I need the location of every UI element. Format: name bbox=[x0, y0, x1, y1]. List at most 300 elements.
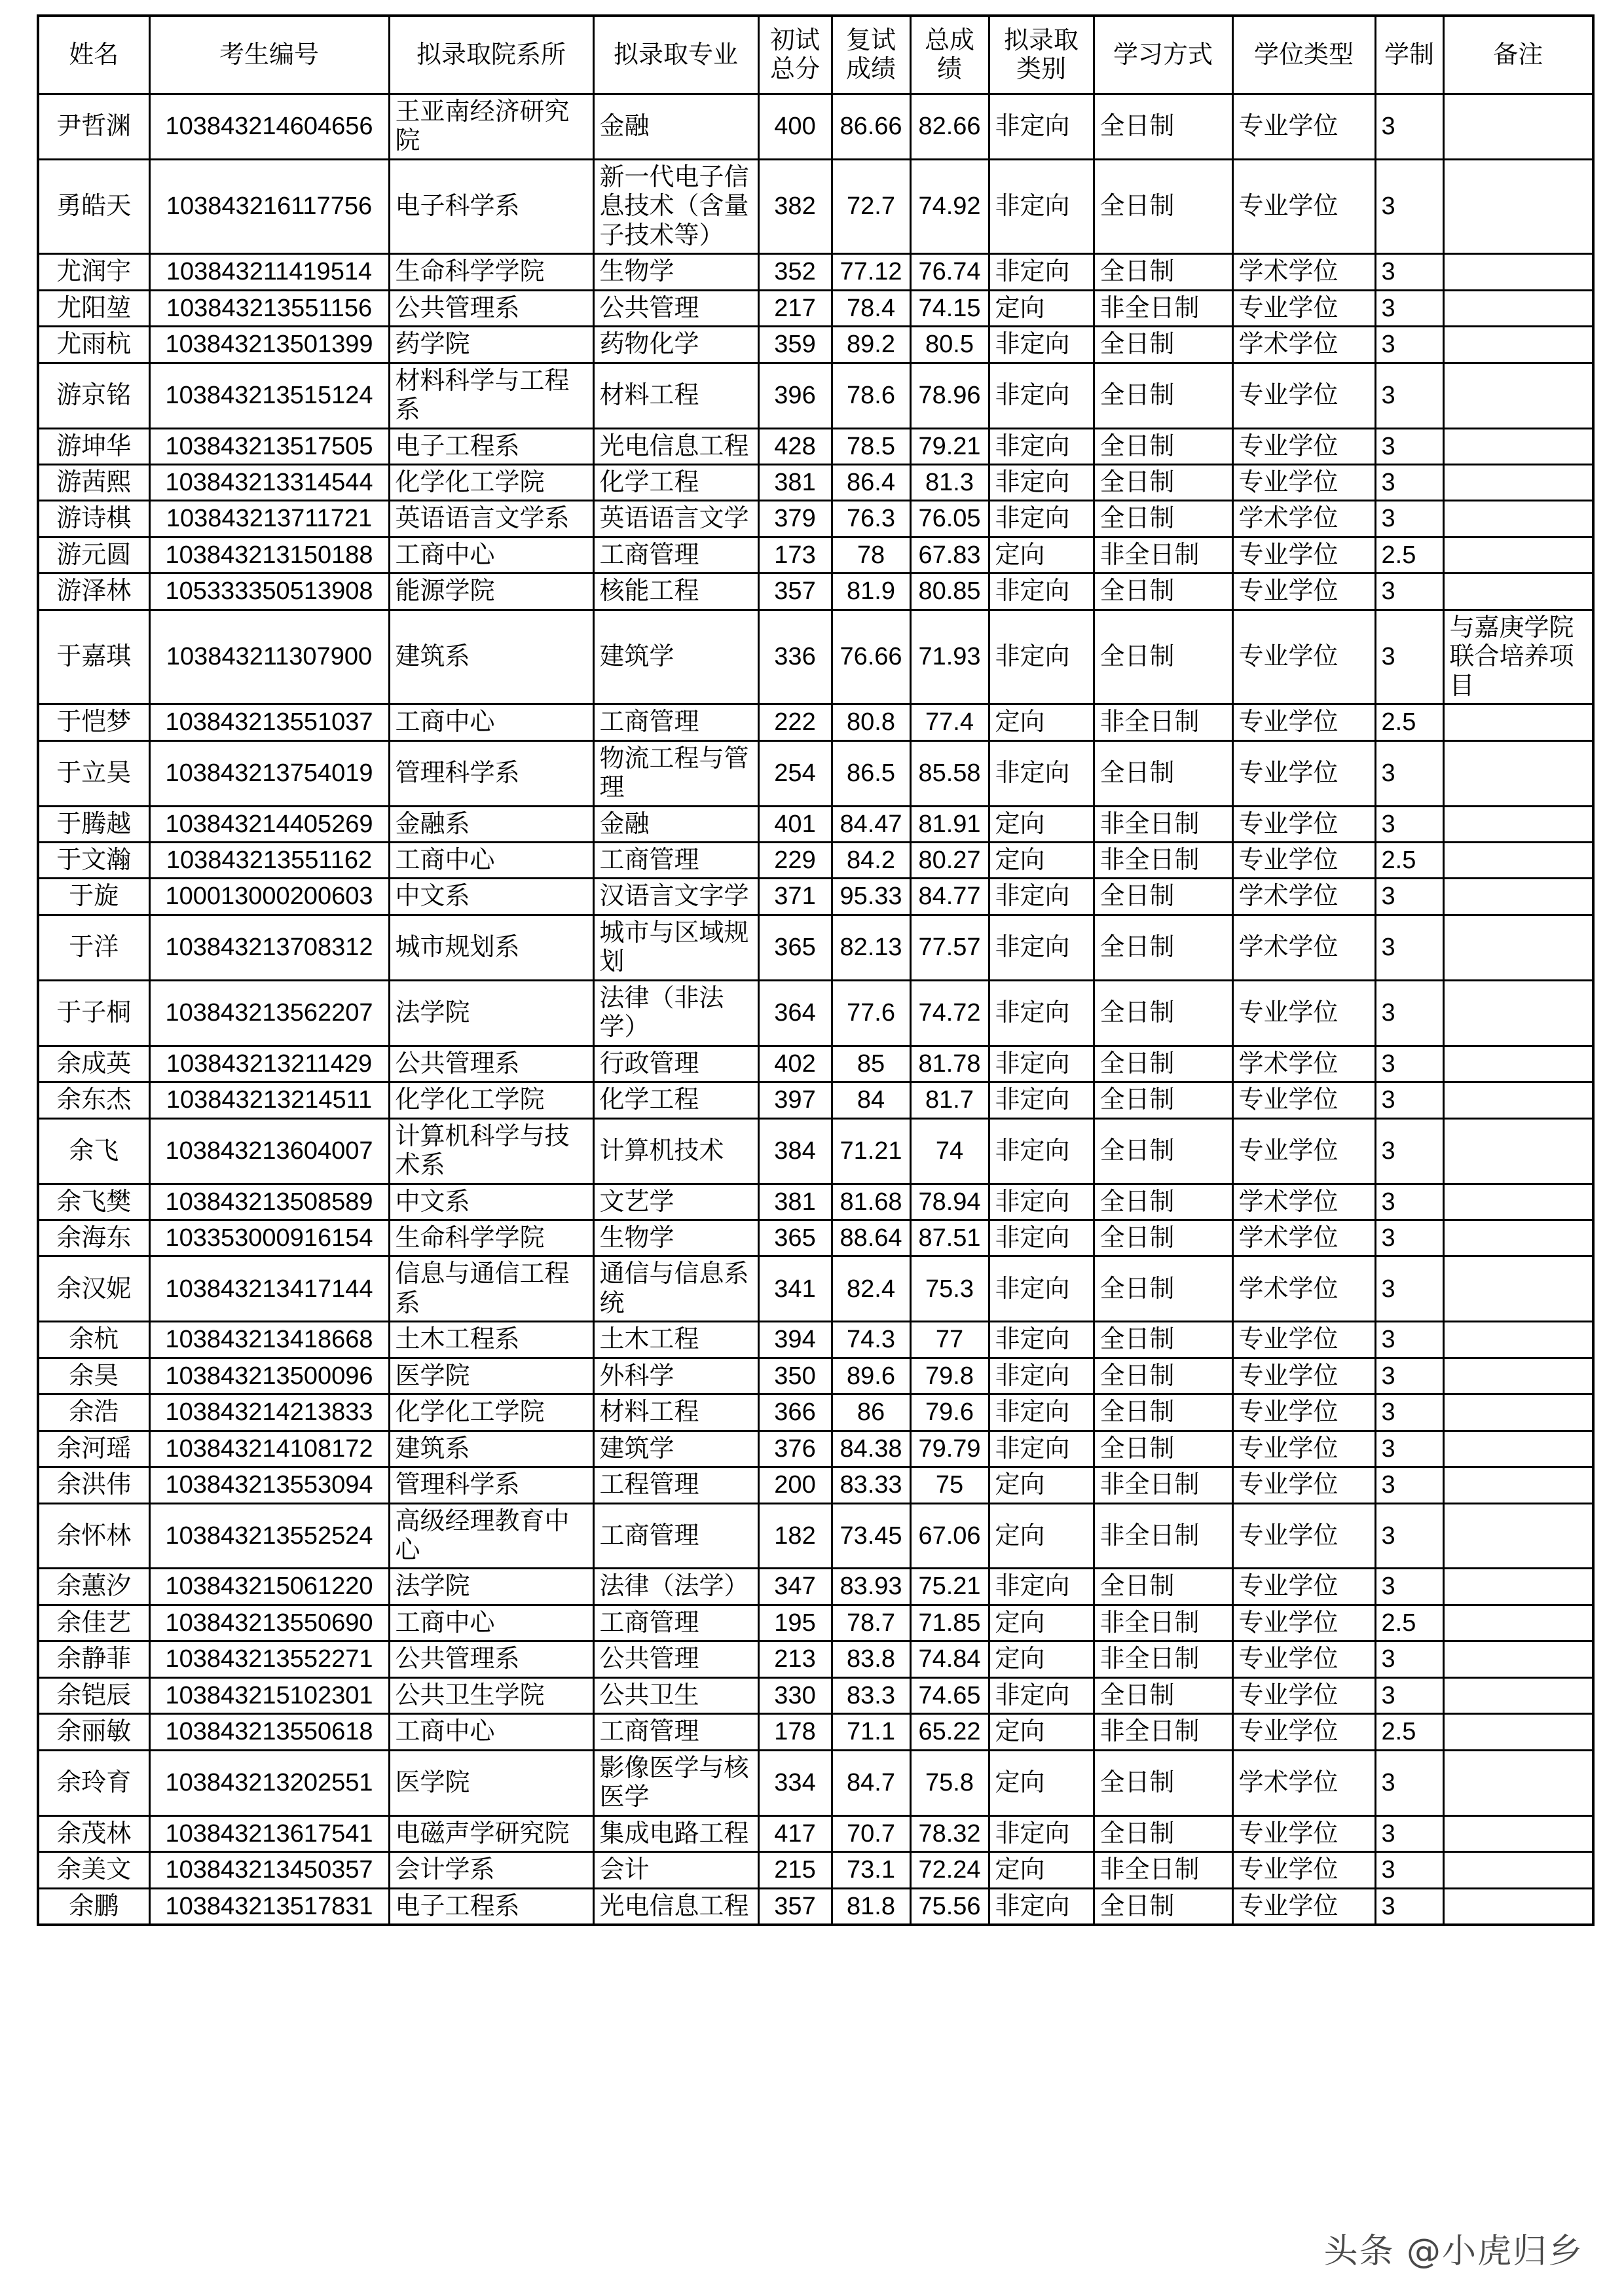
cell-retest: 71.21 bbox=[832, 1118, 910, 1184]
cell-total: 77 bbox=[910, 1322, 989, 1358]
cell-initial: 397 bbox=[758, 1082, 832, 1118]
cell-dept: 王亚南经济研究院 bbox=[389, 94, 593, 160]
cell-total: 78.96 bbox=[910, 363, 989, 428]
cell-initial: 222 bbox=[758, 704, 832, 740]
cell-years: 3 bbox=[1375, 1184, 1443, 1220]
cell-retest: 84 bbox=[832, 1082, 910, 1118]
cell-years: 3 bbox=[1375, 1467, 1443, 1503]
cell-degree: 专业学位 bbox=[1232, 1394, 1375, 1430]
cell-total: 81.3 bbox=[910, 464, 989, 500]
table-row bbox=[38, 980, 1593, 1046]
cell-years: 3 bbox=[1375, 1503, 1443, 1569]
cell-name: 尤润宇 bbox=[38, 254, 149, 290]
cell-years: 3 bbox=[1375, 94, 1443, 160]
cell-id: 103843213214511 bbox=[149, 1082, 389, 1118]
cell-name: 余洪伟 bbox=[38, 1467, 149, 1503]
table-row bbox=[38, 1714, 1593, 1750]
cell-degree: 专业学位 bbox=[1232, 363, 1375, 428]
cell-dept: 药学院 bbox=[389, 327, 593, 363]
cell-years: 3 bbox=[1375, 574, 1443, 610]
cell-dept: 工商中心 bbox=[389, 842, 593, 878]
cell-remark bbox=[1443, 1750, 1593, 1815]
cell-id: 103843213417144 bbox=[149, 1256, 389, 1322]
cell-retest: 84.47 bbox=[832, 806, 910, 842]
cell-dept: 建筑系 bbox=[389, 610, 593, 704]
cell-remark bbox=[1443, 1082, 1593, 1118]
cell-total: 85.58 bbox=[910, 740, 989, 806]
cell-initial: 359 bbox=[758, 327, 832, 363]
cell-degree: 专业学位 bbox=[1232, 1641, 1375, 1677]
cell-retest: 76.66 bbox=[832, 610, 910, 704]
cell-name: 游坤华 bbox=[38, 428, 149, 464]
cell-total: 80.85 bbox=[910, 574, 989, 610]
cell-type: 非定向 bbox=[989, 501, 1094, 537]
cell-id: 103843213550618 bbox=[149, 1714, 389, 1750]
cell-total: 74.84 bbox=[910, 1641, 989, 1677]
cell-type: 非定向 bbox=[989, 1046, 1094, 1082]
table-row bbox=[38, 1046, 1593, 1082]
cell-type: 定向 bbox=[989, 704, 1094, 740]
table-row bbox=[38, 327, 1593, 363]
cell-years: 3 bbox=[1375, 610, 1443, 704]
cell-mode: 全日制 bbox=[1094, 1118, 1232, 1184]
cell-mode: 全日制 bbox=[1094, 1394, 1232, 1430]
cell-dept: 医学院 bbox=[389, 1750, 593, 1815]
cell-degree: 专业学位 bbox=[1232, 980, 1375, 1046]
cell-total: 67.83 bbox=[910, 537, 989, 573]
cell-remark bbox=[1443, 1184, 1593, 1220]
cell-major: 光电信息工程 bbox=[593, 428, 758, 464]
cell-degree: 专业学位 bbox=[1232, 1082, 1375, 1118]
cell-mode: 全日制 bbox=[1094, 1256, 1232, 1322]
table-row bbox=[38, 363, 1593, 428]
cell-initial: 217 bbox=[758, 290, 832, 326]
cell-mode: 非全日制 bbox=[1094, 290, 1232, 326]
cell-retest: 86.4 bbox=[832, 464, 910, 500]
cell-mode: 全日制 bbox=[1094, 1220, 1232, 1256]
cell-id: 103353000916154 bbox=[149, 1220, 389, 1256]
cell-retest: 95.33 bbox=[832, 879, 910, 915]
table-row bbox=[38, 740, 1593, 806]
cell-type: 非定向 bbox=[989, 1430, 1094, 1467]
column-header-dept: 拟录取院系所 bbox=[389, 16, 593, 94]
cell-initial: 215 bbox=[758, 1852, 832, 1888]
cell-major: 金融 bbox=[593, 94, 758, 160]
cell-initial: 173 bbox=[758, 537, 832, 573]
cell-remark bbox=[1443, 980, 1593, 1046]
table-row bbox=[38, 1082, 1593, 1118]
cell-retest: 78.5 bbox=[832, 428, 910, 464]
admission-table bbox=[37, 14, 1595, 1926]
cell-years: 3 bbox=[1375, 1569, 1443, 1605]
cell-degree: 学术学位 bbox=[1232, 1750, 1375, 1815]
table-row bbox=[38, 1322, 1593, 1358]
cell-dept: 化学化工学院 bbox=[389, 1394, 593, 1430]
cell-id: 103843211419514 bbox=[149, 254, 389, 290]
cell-total: 74.15 bbox=[910, 290, 989, 326]
table-row bbox=[38, 1815, 1593, 1851]
cell-retest: 72.7 bbox=[832, 159, 910, 253]
column-header-name: 姓名 bbox=[38, 16, 149, 94]
cell-name: 于子桐 bbox=[38, 980, 149, 1046]
cell-mode: 全日制 bbox=[1094, 464, 1232, 500]
cell-dept: 电磁声学研究院 bbox=[389, 1815, 593, 1851]
cell-years: 3 bbox=[1375, 1358, 1443, 1394]
cell-initial: 371 bbox=[758, 879, 832, 915]
cell-dept: 医学院 bbox=[389, 1358, 593, 1394]
cell-dept: 会计学系 bbox=[389, 1852, 593, 1888]
cell-type: 非定向 bbox=[989, 1569, 1094, 1605]
cell-mode: 全日制 bbox=[1094, 428, 1232, 464]
cell-major: 集成电路工程 bbox=[593, 1815, 758, 1851]
cell-id: 103843213515124 bbox=[149, 363, 389, 428]
cell-dept: 工商中心 bbox=[389, 1605, 593, 1641]
cell-name: 余河瑶 bbox=[38, 1430, 149, 1467]
cell-years: 3 bbox=[1375, 428, 1443, 464]
cell-mode: 全日制 bbox=[1094, 1046, 1232, 1082]
cell-years: 3 bbox=[1375, 1888, 1443, 1925]
cell-initial: 366 bbox=[758, 1394, 832, 1430]
cell-degree: 专业学位 bbox=[1232, 1467, 1375, 1503]
cell-dept: 能源学院 bbox=[389, 574, 593, 610]
table-row bbox=[38, 94, 1593, 160]
cell-type: 非定向 bbox=[989, 327, 1094, 363]
cell-mode: 全日制 bbox=[1094, 327, 1232, 363]
cell-initial: 178 bbox=[758, 1714, 832, 1750]
table-row bbox=[38, 1677, 1593, 1713]
cell-retest: 78.6 bbox=[832, 363, 910, 428]
column-header-major: 拟录取专业 bbox=[593, 16, 758, 94]
cell-initial: 364 bbox=[758, 980, 832, 1046]
cell-dept: 法学院 bbox=[389, 1569, 593, 1605]
cell-years: 3 bbox=[1375, 254, 1443, 290]
cell-degree: 专业学位 bbox=[1232, 1888, 1375, 1925]
cell-type: 非定向 bbox=[989, 1888, 1094, 1925]
cell-dept: 城市规划系 bbox=[389, 915, 593, 980]
cell-major: 建筑学 bbox=[593, 1430, 758, 1467]
cell-total: 87.51 bbox=[910, 1220, 989, 1256]
cell-mode: 非全日制 bbox=[1094, 1641, 1232, 1677]
cell-years: 3 bbox=[1375, 1677, 1443, 1713]
cell-remark bbox=[1443, 806, 1593, 842]
table-row bbox=[38, 704, 1593, 740]
cell-dept: 中文系 bbox=[389, 879, 593, 915]
cell-type: 定向 bbox=[989, 842, 1094, 878]
cell-type: 非定向 bbox=[989, 159, 1094, 253]
cell-degree: 专业学位 bbox=[1232, 1322, 1375, 1358]
cell-type: 非定向 bbox=[989, 1394, 1094, 1430]
cell-remark bbox=[1443, 1430, 1593, 1467]
cell-type: 非定向 bbox=[989, 94, 1094, 160]
cell-name: 余怀林 bbox=[38, 1503, 149, 1569]
cell-degree: 专业学位 bbox=[1232, 610, 1375, 704]
cell-initial: 341 bbox=[758, 1256, 832, 1322]
cell-initial: 229 bbox=[758, 842, 832, 878]
cell-major: 公共卫生 bbox=[593, 1677, 758, 1713]
cell-major: 影像医学与核医学 bbox=[593, 1750, 758, 1815]
cell-total: 77.4 bbox=[910, 704, 989, 740]
cell-initial: 352 bbox=[758, 254, 832, 290]
cell-remark bbox=[1443, 464, 1593, 500]
cell-total: 72.24 bbox=[910, 1852, 989, 1888]
cell-major: 工商管理 bbox=[593, 1605, 758, 1641]
cell-dept: 电子工程系 bbox=[389, 428, 593, 464]
cell-total: 80.27 bbox=[910, 842, 989, 878]
cell-major: 生物学 bbox=[593, 254, 758, 290]
cell-name: 余浩 bbox=[38, 1394, 149, 1430]
cell-mode: 全日制 bbox=[1094, 740, 1232, 806]
cell-total: 74 bbox=[910, 1118, 989, 1184]
cell-major: 材料工程 bbox=[593, 1394, 758, 1430]
cell-total: 80.5 bbox=[910, 327, 989, 363]
cell-type: 定向 bbox=[989, 290, 1094, 326]
cell-major: 法律（非法学） bbox=[593, 980, 758, 1046]
cell-remark bbox=[1443, 842, 1593, 878]
table-row bbox=[38, 501, 1593, 537]
cell-remark bbox=[1443, 1677, 1593, 1713]
cell-retest: 82.13 bbox=[832, 915, 910, 980]
cell-years: 3 bbox=[1375, 464, 1443, 500]
cell-type: 非定向 bbox=[989, 363, 1094, 428]
cell-retest: 81.8 bbox=[832, 1888, 910, 1925]
cell-retest: 85 bbox=[832, 1046, 910, 1082]
cell-remark bbox=[1443, 1569, 1593, 1605]
cell-degree: 学术学位 bbox=[1232, 1220, 1375, 1256]
cell-major: 文艺学 bbox=[593, 1184, 758, 1220]
cell-major: 汉语言文字学 bbox=[593, 879, 758, 915]
cell-mode: 非全日制 bbox=[1094, 1467, 1232, 1503]
column-header-remark: 备注 bbox=[1443, 16, 1593, 94]
cell-major: 公共管理 bbox=[593, 290, 758, 326]
cell-remark bbox=[1443, 574, 1593, 610]
cell-retest: 77.12 bbox=[832, 254, 910, 290]
cell-name: 余丽敏 bbox=[38, 1714, 149, 1750]
table-header-row bbox=[38, 16, 1593, 94]
cell-id: 103843213517831 bbox=[149, 1888, 389, 1925]
cell-name: 尤阳堃 bbox=[38, 290, 149, 326]
cell-initial: 195 bbox=[758, 1605, 832, 1641]
cell-remark bbox=[1443, 1641, 1593, 1677]
cell-name: 游诗棋 bbox=[38, 501, 149, 537]
cell-dept: 工商中心 bbox=[389, 537, 593, 573]
table-row bbox=[38, 1605, 1593, 1641]
cell-mode: 非全日制 bbox=[1094, 1852, 1232, 1888]
cell-major: 工商管理 bbox=[593, 1714, 758, 1750]
cell-years: 3 bbox=[1375, 1082, 1443, 1118]
cell-type: 非定向 bbox=[989, 1322, 1094, 1358]
table-row bbox=[38, 1394, 1593, 1430]
cell-years: 2.5 bbox=[1375, 1714, 1443, 1750]
cell-dept: 土木工程系 bbox=[389, 1322, 593, 1358]
cell-remark: 与嘉庚学院联合培养项目 bbox=[1443, 610, 1593, 704]
cell-remark bbox=[1443, 1220, 1593, 1256]
cell-remark bbox=[1443, 1467, 1593, 1503]
cell-degree: 专业学位 bbox=[1232, 1503, 1375, 1569]
cell-total: 71.93 bbox=[910, 610, 989, 704]
cell-dept: 工商中心 bbox=[389, 704, 593, 740]
cell-remark bbox=[1443, 363, 1593, 428]
cell-degree: 学术学位 bbox=[1232, 879, 1375, 915]
cell-type: 非定向 bbox=[989, 1082, 1094, 1118]
cell-remark bbox=[1443, 1322, 1593, 1358]
cell-name: 于洋 bbox=[38, 915, 149, 980]
cell-years: 3 bbox=[1375, 879, 1443, 915]
table-body bbox=[38, 94, 1593, 1925]
cell-name: 余汉妮 bbox=[38, 1256, 149, 1322]
cell-type: 非定向 bbox=[989, 740, 1094, 806]
cell-id: 103843214213833 bbox=[149, 1394, 389, 1430]
cell-initial: 347 bbox=[758, 1569, 832, 1605]
cell-id: 103843213551156 bbox=[149, 290, 389, 326]
cell-id: 103843213754019 bbox=[149, 740, 389, 806]
cell-dept: 公共卫生学院 bbox=[389, 1677, 593, 1713]
cell-type: 非定向 bbox=[989, 980, 1094, 1046]
cell-years: 3 bbox=[1375, 980, 1443, 1046]
cell-mode: 全日制 bbox=[1094, 94, 1232, 160]
cell-mode: 非全日制 bbox=[1094, 1714, 1232, 1750]
cell-major: 工商管理 bbox=[593, 537, 758, 573]
cell-type: 非定向 bbox=[989, 574, 1094, 610]
cell-years: 3 bbox=[1375, 1220, 1443, 1256]
cell-mode: 全日制 bbox=[1094, 1888, 1232, 1925]
table-row bbox=[38, 1184, 1593, 1220]
table-row bbox=[38, 879, 1593, 915]
cell-remark bbox=[1443, 501, 1593, 537]
cell-mode: 全日制 bbox=[1094, 574, 1232, 610]
cell-id: 103843213552524 bbox=[149, 1503, 389, 1569]
cell-mode: 全日制 bbox=[1094, 1184, 1232, 1220]
cell-id: 103843213202551 bbox=[149, 1750, 389, 1815]
cell-initial: 394 bbox=[758, 1322, 832, 1358]
cell-retest: 78 bbox=[832, 537, 910, 573]
cell-remark bbox=[1443, 1714, 1593, 1750]
cell-degree: 专业学位 bbox=[1232, 94, 1375, 160]
cell-initial: 330 bbox=[758, 1677, 832, 1713]
cell-remark bbox=[1443, 915, 1593, 980]
cell-initial: 334 bbox=[758, 1750, 832, 1815]
table-row bbox=[38, 1256, 1593, 1322]
cell-years: 3 bbox=[1375, 1852, 1443, 1888]
cell-major: 土木工程 bbox=[593, 1322, 758, 1358]
table-row bbox=[38, 806, 1593, 842]
cell-initial: 428 bbox=[758, 428, 832, 464]
cell-dept: 化学化工学院 bbox=[389, 464, 593, 500]
cell-degree: 专业学位 bbox=[1232, 1852, 1375, 1888]
cell-mode: 全日制 bbox=[1094, 1322, 1232, 1358]
cell-dept: 材料科学与工程系 bbox=[389, 363, 593, 428]
cell-retest: 83.93 bbox=[832, 1569, 910, 1605]
cell-id: 103843213500096 bbox=[149, 1358, 389, 1394]
cell-name: 游茜熙 bbox=[38, 464, 149, 500]
cell-total: 71.85 bbox=[910, 1605, 989, 1641]
cell-id: 103843213211429 bbox=[149, 1046, 389, 1082]
column-header-id: 考生编号 bbox=[149, 16, 389, 94]
cell-mode: 全日制 bbox=[1094, 1082, 1232, 1118]
table-header bbox=[38, 16, 1593, 94]
cell-total: 78.32 bbox=[910, 1815, 989, 1851]
cell-initial: 401 bbox=[758, 806, 832, 842]
cell-degree: 专业学位 bbox=[1232, 1118, 1375, 1184]
cell-mode: 全日制 bbox=[1094, 980, 1232, 1046]
table-row bbox=[38, 1888, 1593, 1925]
cell-remark bbox=[1443, 94, 1593, 160]
cell-type: 非定向 bbox=[989, 879, 1094, 915]
cell-major: 工程管理 bbox=[593, 1467, 758, 1503]
cell-retest: 84.7 bbox=[832, 1750, 910, 1815]
cell-years: 3 bbox=[1375, 1430, 1443, 1467]
cell-name: 余飞 bbox=[38, 1118, 149, 1184]
cell-retest: 89.2 bbox=[832, 327, 910, 363]
cell-id: 103843213450357 bbox=[149, 1852, 389, 1888]
table-row bbox=[38, 915, 1593, 980]
cell-years: 3 bbox=[1375, 1750, 1443, 1815]
cell-name: 游泽林 bbox=[38, 574, 149, 610]
cell-id: 103843216117756 bbox=[149, 159, 389, 253]
table-row bbox=[38, 1569, 1593, 1605]
cell-major: 行政管理 bbox=[593, 1046, 758, 1082]
cell-major: 英语语言文学 bbox=[593, 501, 758, 537]
table-row bbox=[38, 842, 1593, 878]
cell-dept: 生命科学学院 bbox=[389, 254, 593, 290]
cell-dept: 化学化工学院 bbox=[389, 1082, 593, 1118]
cell-major: 核能工程 bbox=[593, 574, 758, 610]
cell-degree: 专业学位 bbox=[1232, 740, 1375, 806]
cell-remark bbox=[1443, 740, 1593, 806]
cell-mode: 全日制 bbox=[1094, 1815, 1232, 1851]
cell-remark bbox=[1443, 1815, 1593, 1851]
cell-years: 3 bbox=[1375, 1394, 1443, 1430]
admission-sheet bbox=[37, 14, 1592, 1926]
cell-remark bbox=[1443, 704, 1593, 740]
cell-major: 生物学 bbox=[593, 1220, 758, 1256]
cell-id: 103843213501399 bbox=[149, 327, 389, 363]
cell-years: 3 bbox=[1375, 1256, 1443, 1322]
cell-remark bbox=[1443, 428, 1593, 464]
cell-total: 76.74 bbox=[910, 254, 989, 290]
cell-total: 81.78 bbox=[910, 1046, 989, 1082]
cell-dept: 法学院 bbox=[389, 980, 593, 1046]
cell-years: 3 bbox=[1375, 290, 1443, 326]
cell-total: 74.92 bbox=[910, 159, 989, 253]
cell-mode: 全日制 bbox=[1094, 1750, 1232, 1815]
cell-type: 非定向 bbox=[989, 1118, 1094, 1184]
cell-retest: 86.66 bbox=[832, 94, 910, 160]
column-header-years: 学制 bbox=[1375, 16, 1443, 94]
cell-total: 81.91 bbox=[910, 806, 989, 842]
cell-remark bbox=[1443, 1046, 1593, 1082]
cell-initial: 336 bbox=[758, 610, 832, 704]
cell-major: 通信与信息系统 bbox=[593, 1256, 758, 1322]
cell-name: 余静菲 bbox=[38, 1641, 149, 1677]
cell-type: 非定向 bbox=[989, 1184, 1094, 1220]
cell-name: 余东杰 bbox=[38, 1082, 149, 1118]
cell-total: 76.05 bbox=[910, 501, 989, 537]
cell-retest: 70.7 bbox=[832, 1815, 910, 1851]
cell-retest: 81.68 bbox=[832, 1184, 910, 1220]
cell-initial: 213 bbox=[758, 1641, 832, 1677]
cell-retest: 86 bbox=[832, 1394, 910, 1430]
cell-retest: 88.64 bbox=[832, 1220, 910, 1256]
cell-id: 103843213314544 bbox=[149, 464, 389, 500]
cell-name: 余昊 bbox=[38, 1358, 149, 1394]
cell-type: 非定向 bbox=[989, 464, 1094, 500]
cell-id: 103843213604007 bbox=[149, 1118, 389, 1184]
cell-initial: 381 bbox=[758, 1184, 832, 1220]
cell-dept: 中文系 bbox=[389, 1184, 593, 1220]
cell-id: 103843211307900 bbox=[149, 610, 389, 704]
table-row bbox=[38, 1503, 1593, 1569]
cell-major: 材料工程 bbox=[593, 363, 758, 428]
